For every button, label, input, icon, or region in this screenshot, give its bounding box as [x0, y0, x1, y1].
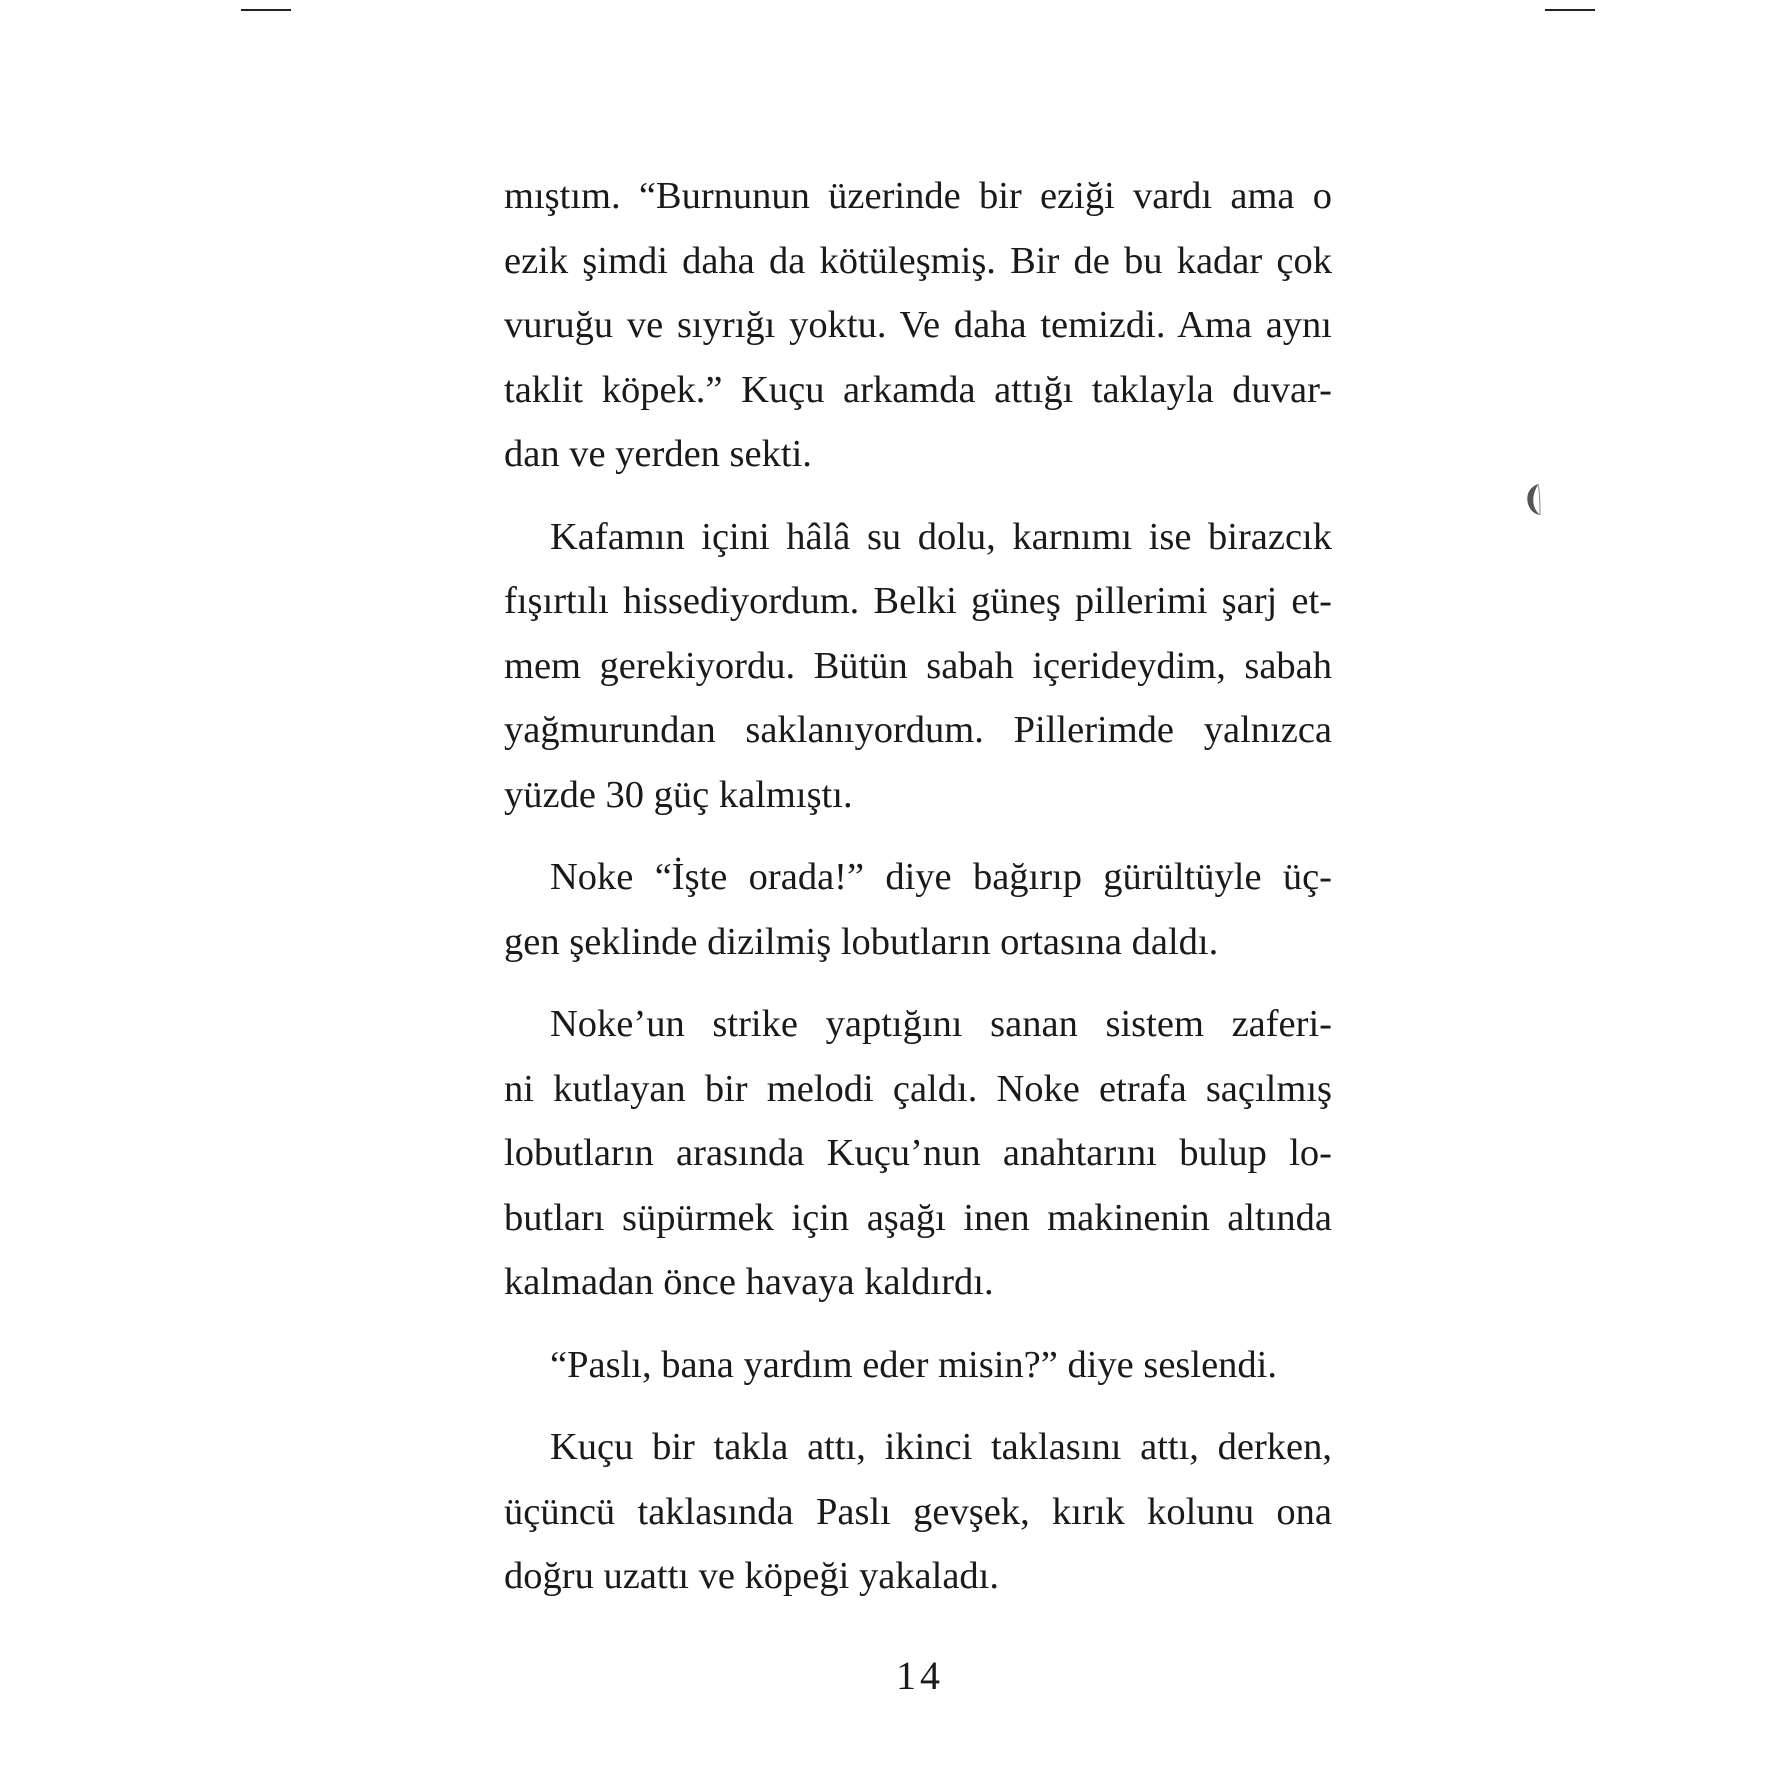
- text-line: ezik şimdi daha da kötüleşmiş. Bir de bu kadar çok: [504, 239, 1332, 282]
- text-line: lobutların arasında Kuçu’nun anahtarını bulup lo-: [504, 1132, 1332, 1174]
- text-line: üçüncü taklasında Paslı gevşek, kırık kolunu ona: [504, 1490, 1332, 1533]
- text-line: gen şeklinde dizilmiş lobutların ortasına daldı.: [504, 920, 1219, 963]
- text-line: Kafamın içini hâlâ su dolu, karnımı ise birazcık: [550, 515, 1332, 558]
- text-line: dan ve yerden sekti.: [504, 433, 812, 475]
- text-line: kalmadan önce havaya kaldırdı.: [504, 1261, 994, 1303]
- text-line: butları süpürmek için aşağı inen makinenin altında: [504, 1196, 1332, 1239]
- text-line: mem gerekiyordu. Bütün sabah içerideydim, sabah: [504, 644, 1332, 687]
- text-line: taklit köpek.” Kuçu arkamda attığı taklayla duvar-: [504, 368, 1332, 411]
- page-number: 14: [896, 1653, 944, 1698]
- text-line: Kuçu bir takla attı, ikinci taklasını attı, derken,: [550, 1426, 1332, 1468]
- text-line: doğru uzattı ve köpeği yakaladı.: [504, 1555, 999, 1597]
- crescent-icon: [1524, 482, 1542, 516]
- text-line: mıştım. “Burnunun üzerinde bir eziği vardı ama o: [504, 175, 1332, 217]
- text-line: “Paslı, bana yardım eder misin?” diye seslendi.: [550, 1343, 1278, 1386]
- paragraph-6: [504, 1415, 1332, 1609]
- paragraph-4: [504, 992, 1332, 1315]
- text-line: Noke’un strike yaptığını sanan sistem zaferi-: [550, 1003, 1332, 1045]
- paragraph-3: [504, 845, 1332, 974]
- paragraph-2: [504, 505, 1332, 828]
- crop-mark-left: [241, 9, 291, 11]
- text-line: fışırtılı hissediyordum. Belki güneş pillerimi şarj et-: [504, 580, 1332, 622]
- text-line: yüzde 30 güç kalmıştı.: [504, 773, 853, 816]
- paragraph-5: [504, 1333, 1332, 1398]
- text-line: yağmurundan saklanıyordum. Pillerimde yalnızca: [504, 709, 1332, 751]
- paragraph-1: [504, 164, 1332, 487]
- text-line: Noke “İşte orada!” diye bağırıp gürültüyle üç-: [550, 856, 1332, 898]
- page-body: [504, 164, 1332, 1627]
- text-line: vuruğu ve sıyrığı yoktu. Ve daha temizdi. Ama aynı: [504, 304, 1332, 346]
- crop-mark-right: [1545, 9, 1595, 11]
- text-line: ni kutlayan bir melodi çaldı. Noke etrafa saçılmış: [504, 1067, 1332, 1110]
